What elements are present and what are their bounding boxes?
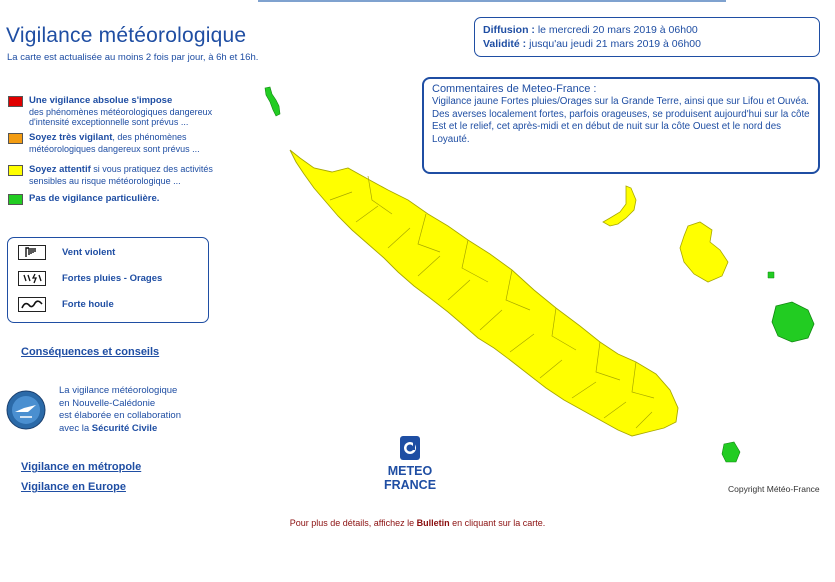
legend-orange-title: Soyez très vigilant — [29, 132, 113, 143]
ile-des-pins — [722, 442, 740, 462]
meteo-france-wordmark — [372, 464, 448, 492]
civil-line-4-prefix: avec la — [59, 422, 92, 434]
phenomenon-rain-label: Fortes pluies - Orages — [62, 273, 163, 284]
commentary-box — [422, 77, 820, 174]
page-subtitle: La carte est actualisée au moins 2 fois par jour, à 6h et 16h. — [7, 52, 259, 63]
validite-value: jusqu'au jeudi 21 mars 2019 à 06h00 — [529, 38, 701, 50]
tiga-island — [768, 272, 774, 278]
mare-island — [772, 302, 814, 342]
legend-yellow-text: si vous pratiquez des activités sensibles au risque météorologique ... — [29, 164, 213, 186]
legend-red-title: Une vigilance absolue s'impose — [29, 95, 173, 106]
civil-line-1: La vigilance météorologique — [59, 385, 178, 396]
vigilance-metropole-link[interactable]: Vigilance en métropole — [21, 461, 142, 473]
commentary-title: Commentaires de Meteo-France : — [432, 83, 597, 95]
lifou-island — [680, 222, 728, 282]
vigilance-europe-link[interactable]: Vigilance en Europe — [21, 481, 126, 493]
footer-note — [0, 518, 835, 528]
legend-orange-text: , des phénomènes météorologiques dangereux sont prévus ... — [29, 132, 200, 154]
diffusion-label: Diffusion : — [483, 24, 535, 36]
copyright-text: Copyright Météo-France — [728, 484, 820, 494]
footer-prefix: Pour plus de détails, affichez le — [289, 518, 417, 528]
civil-line-4-bold: Sécurité Civile — [91, 422, 158, 434]
diffusion-value: le mercredi 20 mars 2019 à 06h00 — [537, 24, 698, 36]
commentary-text: Vigilance jaune Fortes pluies/Orages sur la Grande Terre, ainsi que sur Lifou et Ouvéa. Des averses localement fortes, parfois orageuses, se produisent aujourd'hui sur la côte Est et le relief, cet après-midi et en début de nuit sur la côte Ouest et le nord des Loyauté. — [432, 96, 810, 145]
legend-red-text: des phénomènes météorologiques dangereux d'intensité exceptionnelle sont prévus ... — [29, 106, 213, 127]
ouvea-island — [603, 186, 636, 226]
civil-line-2: en Nouvelle-Calédonie — [59, 397, 156, 409]
bulletin-link[interactable]: Bulletin — [416, 518, 450, 528]
validite-label: Validité : — [483, 38, 527, 50]
consequences-link[interactable]: Conséquences et conseils — [21, 346, 160, 358]
page-title: Vigilance météorologique — [6, 24, 247, 47]
legend-green-title: Pas de vigilance particulière. — [29, 193, 160, 204]
grande-terre — [290, 150, 678, 436]
phenomenon-swell-label: Forte houle — [62, 299, 114, 310]
france-label: FRANCE — [383, 478, 437, 492]
legend-yellow-title: Soyez attentif — [29, 164, 91, 175]
footer-suffix: en cliquant sur la carte. — [449, 518, 546, 528]
belep-island — [265, 87, 280, 116]
phenomenon-wind-label: Vent violent — [62, 247, 116, 258]
civil-line-3: est élaborée en collaboration — [59, 410, 182, 421]
meteo-label: METEO — [387, 464, 433, 478]
